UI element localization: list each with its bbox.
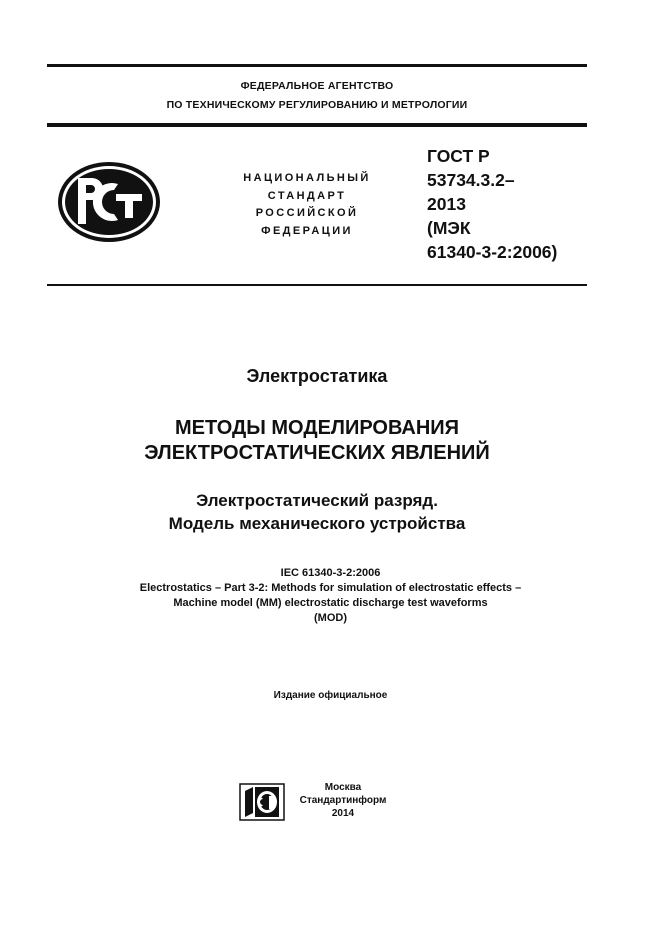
agency-line-2: ПО ТЕХНИЧЕСКОМУ РЕГУЛИРОВАНИЮ И МЕТРОЛОГИИ [166, 99, 468, 111]
subtitle-line-2: Модель механического устройства [168, 514, 466, 533]
subject-heading: Электростатика [246, 366, 388, 386]
publisher-name: Стандартинформ [299, 795, 387, 806]
national-standard-line-3: РОССИЙСКОЙ [255, 207, 359, 219]
gost-designation [427, 144, 557, 264]
document-subtitle [47, 489, 587, 535]
document-title [47, 416, 587, 466]
top-rule [47, 64, 587, 67]
iec-line-1: IEC 61340-3-2:2006 [280, 567, 381, 579]
publication-year: 2014 [331, 808, 355, 819]
iec-reference [47, 566, 614, 626]
gost-line-1: ГОСТ Р [427, 146, 490, 166]
national-standard-line-4: ФЕДЕРАЦИИ [261, 224, 353, 237]
subtitle-line-1: Электростатический разряд. [196, 491, 438, 510]
publisher-city: Москва [324, 782, 362, 793]
edition-label: Издание официальное [273, 690, 388, 701]
iec-line-4: (MOD) [314, 612, 347, 624]
national-standard-line-1: НАЦИОНАЛЬНЫЙ [243, 172, 371, 184]
header-rule [47, 123, 587, 127]
rst-certification-logo [56, 160, 162, 244]
bottom-rule [47, 284, 587, 286]
title-line-2: ЭЛЕКТРОСТАТИЧЕСКИХ ЯВЛЕНИЙ [144, 442, 490, 464]
gost-line-4: (МЭК [427, 218, 471, 238]
national-standard-line-2: СТАНДАРТ [267, 189, 347, 202]
gost-line-2: 53734.3.2– [427, 170, 515, 190]
gost-line-3: 2013 [427, 194, 466, 214]
national-standard-label [222, 170, 392, 240]
iec-line-2: Electrostatics – Part 3-2: Methods for simulation of electrostatic effects – [139, 582, 522, 594]
title-line-1: МЕТОДЫ МОДЕЛИРОВАНИЯ [174, 417, 460, 439]
standartinform-logo [239, 783, 285, 821]
agency-line-1: ФЕДЕРАЛЬНОЕ АГЕНТСТВО [240, 80, 394, 92]
publisher-block [291, 781, 395, 820]
iec-line-3: Machine model (MM) electrostatic discharge test waveforms [173, 597, 488, 609]
gost-line-5: 61340-3-2:2006) [427, 242, 558, 262]
